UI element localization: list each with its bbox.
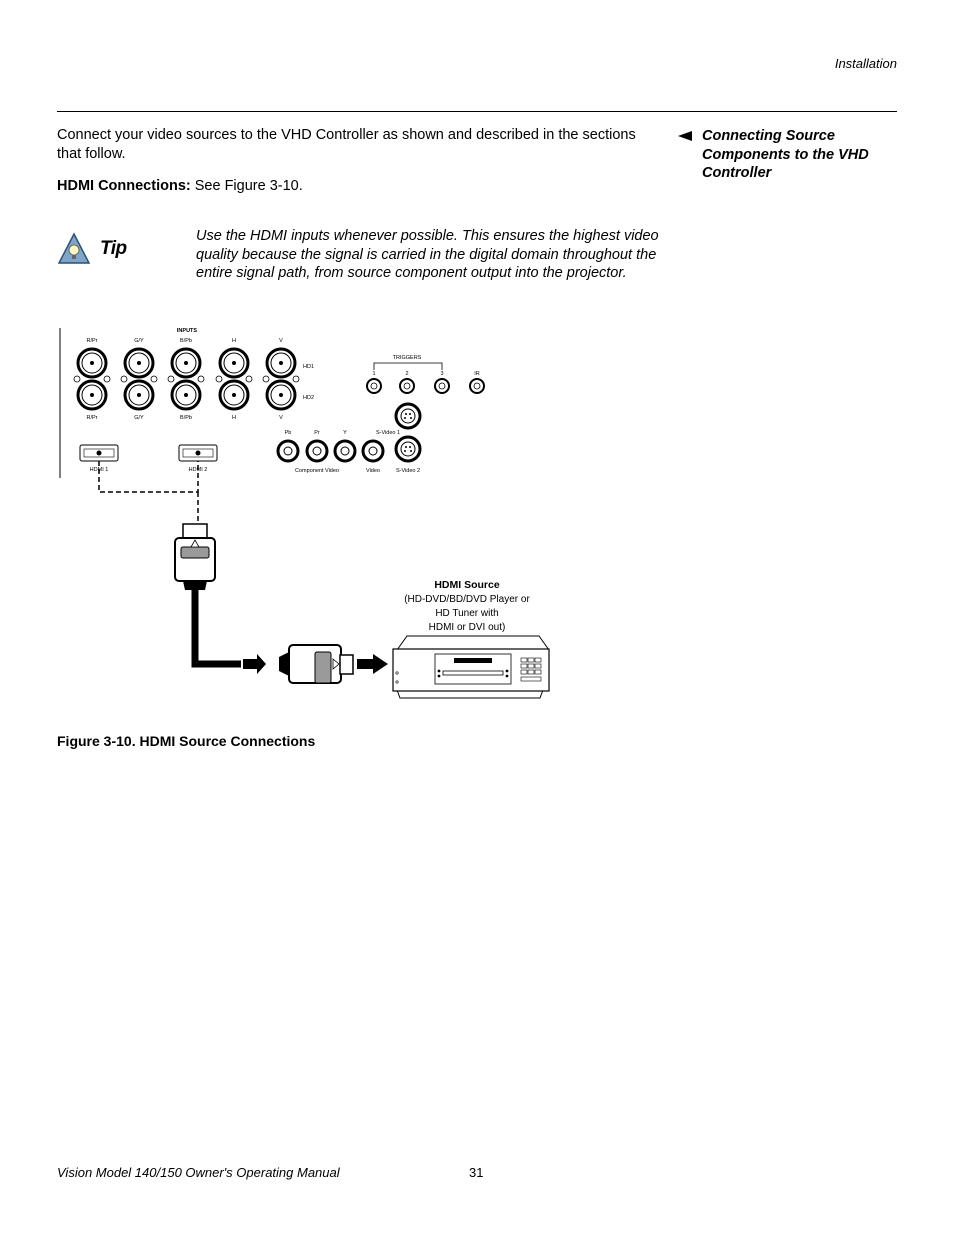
bnc-connector-row2: [78, 381, 295, 409]
hdmi1-port: [80, 445, 118, 461]
label-rpr-bottom: R/Pr: [86, 415, 98, 421]
label-v-bottom: V: [279, 415, 283, 421]
hdmi-source-line2: HD Tuner with: [435, 608, 499, 619]
label-svideo1: S-Video 1: [375, 430, 401, 436]
header-rule: [57, 111, 897, 112]
label-gy-top: G/Y: [134, 338, 144, 344]
trigger-1-label: 1: [372, 371, 376, 377]
arrow-right-icon-2: [357, 654, 388, 674]
footer-page-number: 31: [469, 1165, 484, 1180]
trigger-2-label: 2: [405, 371, 409, 377]
inputs-title: INPUTS: [176, 328, 198, 334]
arrow-right-icon: [243, 654, 266, 674]
dvd-player-icon: [393, 636, 549, 698]
label-bpb-top: B/Pb: [180, 338, 192, 344]
trigger-jacks: [367, 379, 484, 393]
triggers-bracket: [374, 363, 442, 370]
tip-label: Tip: [100, 238, 127, 259]
hdmi-connection-diagram: [57, 318, 557, 718]
intro-paragraph: Connect your video sources to the VHD Controller as shown and described in the sections that follow.: [57, 127, 636, 162]
trigger-3-label: 3: [440, 371, 444, 377]
hdmi-connections-label: HDMI Connections:: [57, 178, 191, 194]
hdmi-source-title: HDMI Source: [434, 579, 500, 591]
label-y: Y: [343, 430, 347, 436]
hdmi1-label: HDMI 1: [89, 467, 109, 473]
hdmi-connections-line: [57, 178, 303, 194]
rca-jacks: [278, 441, 383, 461]
header-section: Installation: [834, 56, 897, 71]
label-rpr-top: R/Pr: [86, 338, 98, 344]
label-h-top: H: [232, 338, 236, 344]
component-video-label: Component Video: [295, 468, 339, 474]
hd2-label: HD2: [303, 395, 315, 401]
hdmi-plug-horizontal: [279, 645, 353, 683]
label-v-top: V: [279, 338, 283, 344]
hdmi-plug-vertical: [175, 524, 215, 590]
label-gy-bottom: G/Y: [134, 415, 144, 421]
hdmi-source-line1: (HD-DVD/BD/DVD Player or: [404, 594, 530, 605]
svideo1-connector: [396, 404, 420, 428]
tip-text: Use the HDMI inputs whenever possible. This ensures the highest video quality because the signal is carried in the digital domain throughout the entire signal path, from source component output into the projector.: [196, 228, 659, 281]
ir-label: IR: [474, 371, 480, 377]
dashed-connection-line: [99, 461, 198, 492]
arrow-left-icon: [678, 131, 692, 141]
video-label: Video: [366, 468, 380, 474]
label-pb: Pb: [284, 430, 292, 436]
label-pr: Pr: [314, 430, 320, 436]
hdmi-source-line3: HDMI or DVI out): [428, 622, 506, 633]
label-bpb-bottom: B/Pb: [180, 415, 192, 421]
triggers-title: TRIGGERS: [392, 355, 422, 361]
hdmi-connections-text: See Figure 3-10.: [190, 178, 303, 194]
side-heading-text: Connecting Source Components to the VHD Controller: [702, 128, 869, 181]
hdmi-cable: [195, 590, 241, 664]
warning-triangle-icon: [57, 232, 91, 266]
hdmi2-label: HDMI 2: [188, 467, 208, 473]
label-h-bottom: H: [232, 415, 236, 421]
svideo2-connector: [396, 437, 420, 461]
hdmi2-port: [179, 445, 217, 461]
footer-manual-title: Vision Model 140/150 Owner's Operating Manual: [57, 1165, 340, 1180]
hd1-label: HD1: [303, 364, 315, 370]
svideo2-label: S-Video 2: [395, 468, 421, 474]
bnc-connector-row1: [78, 349, 295, 377]
figure-caption: Figure 3-10. HDMI Source Connections: [57, 733, 316, 749]
